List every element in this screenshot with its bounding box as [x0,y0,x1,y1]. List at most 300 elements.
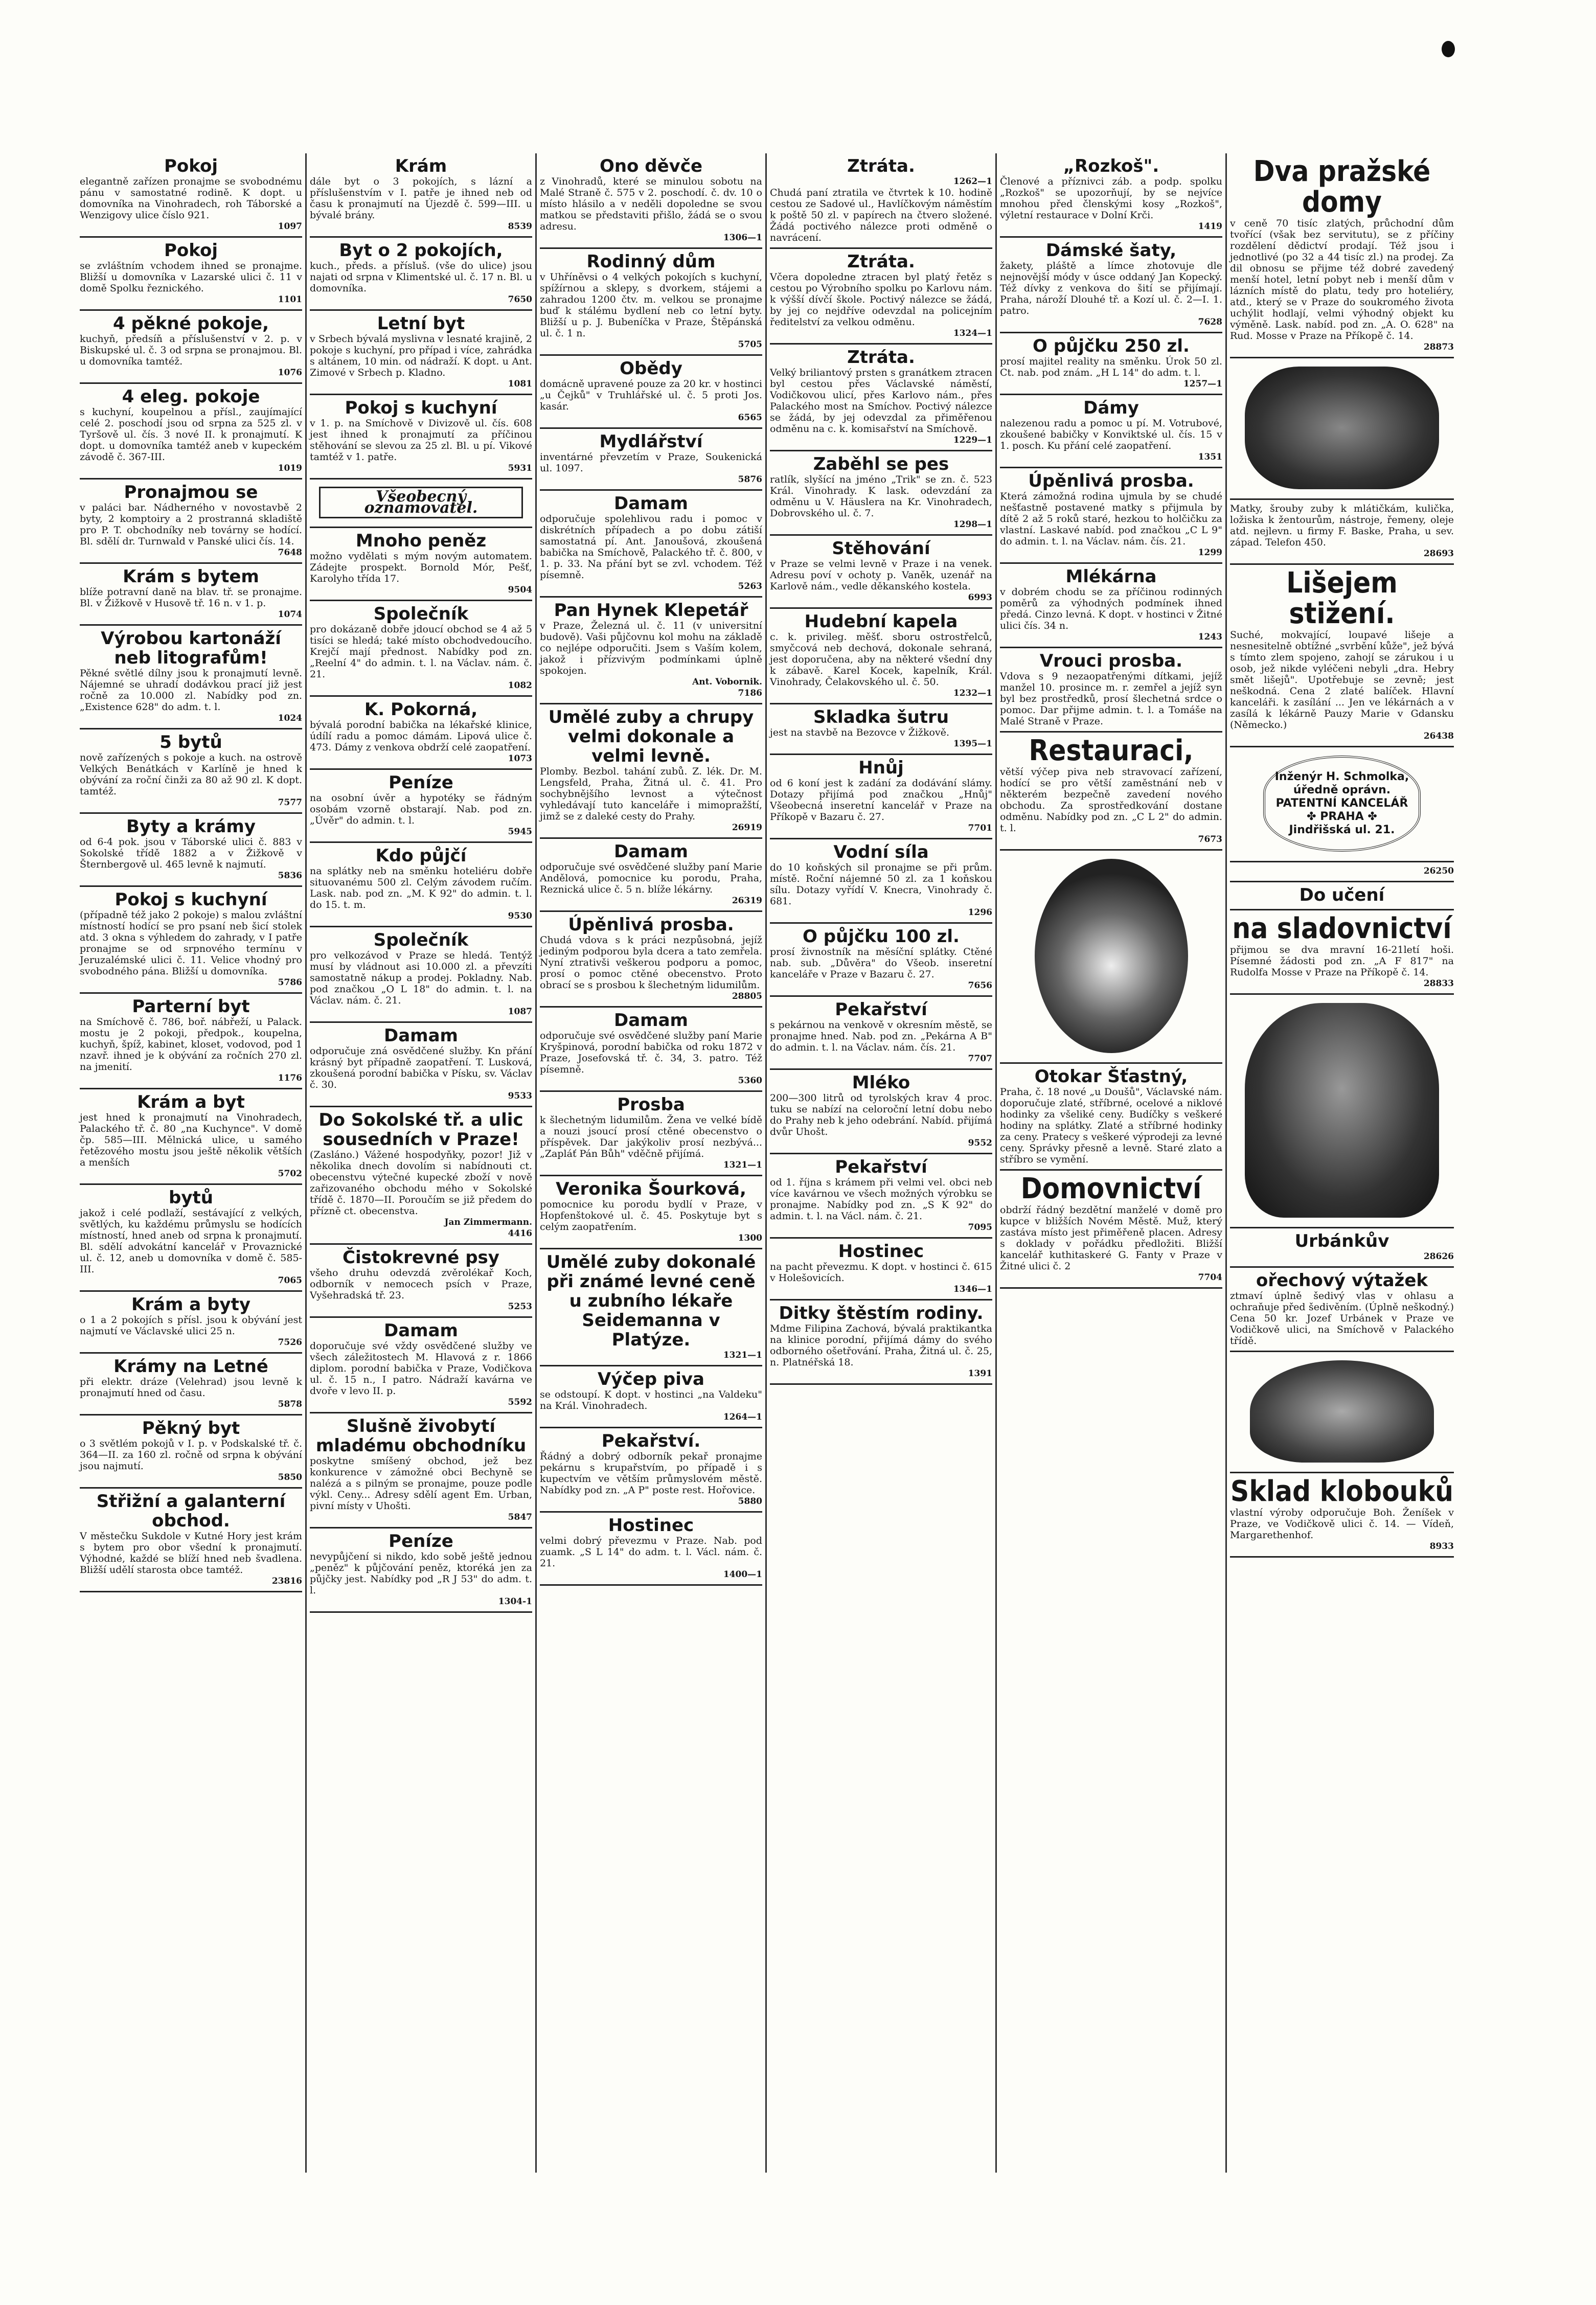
ad-text: nevypůjčení si nikdo, kdo sobě ještě jednou „peněz" k půjčování peněz, ktoréká jen za půjčky jest. Nabídky pod „R J 53" do adm. t. l. [310,1551,532,1596]
classified-ad [310,1107,532,1245]
classified-ad [540,1428,762,1513]
classified-ad [80,238,302,311]
classified-ad [1230,862,1454,882]
classified-ad [310,395,532,480]
ad-heading: Byt o 2 pokojích, [339,240,503,261]
ad-heading: Pronajmou se [124,482,258,503]
newspaper-page [77,153,1457,2173]
classified-ad [1000,733,1222,851]
ad-number: 5847 [508,1512,532,1522]
classified-ad [310,1023,532,1107]
ad-number: 9504 [508,585,532,595]
ad-heading: Vrouci prosba. [1039,651,1183,671]
ad-heading: Dámské šaty, [1045,240,1177,261]
ad-heading: Ztráta. [847,156,915,176]
ad-text: (Zasláno.) Vážené hospodyňky, pozor! Již v několika dnech dovolím si nabídnouti ct. obecenstvu výtečné kupecké zboží v nově zařizovaného obchodu mého v Sokolské třídě č. 1870—II. Poroučím se již předem do přízně ct. obecenstva. [310,1149,532,1217]
classified-ad [770,1070,992,1154]
ad-text: Řádný a dobrý odborník pekař pronajme pekárnu s krupařstvím, po případě i s kupectvím ve větším průmyslovém městě. Nabídky pod zn. „A P" poste rest. Hořovice. [540,1451,762,1496]
ad-text: o 3 světlém pokojů v I. p. v Podskalské tř. č. 364—II. za 160 zl. ročně od srpna k obývání jsou najmutí. [80,1438,302,1472]
classified-ad [1000,153,1222,238]
classified-ad [540,1249,762,1366]
ad-heading: K. Pokorná, [364,699,478,720]
ad-heading: Ditky štěstím rodiny. [779,1303,984,1323]
ad-heading: Výčep piva [598,1369,704,1389]
ad-heading: Do učení [1299,885,1385,905]
classified-ad [540,598,762,704]
ad-text: inventárné převzetím v Praze, Soukenická ul. 1097. [540,451,762,474]
stamp-line: Jindřišská ul. 21. [1289,824,1395,836]
ad-text: prosí majitel reality na směnku. Úrok 50 zl. Ct. nab. pod znám. „H L 14" do adm. t. l. [1000,356,1222,378]
ad-heading: Veronika Šourková, [556,1179,746,1199]
ad-text: Suché, mokvající, loupavé lišeje a nesnesitelně obtížné „svrbění kůže", jež bývá s tímto zlem spojeno, zahojí se zárukou i u osob, jež nikde vyléčeni nebyli „dra. Hebry smět lišejů". Upotřebuje se zevně; jest neškodná. Cena 2 zlaté balíček. Hlavní kanceláři. k zasílání ... Jen ve lékárnách a v zasílá k lékárně Pauzy Marie v Gdansku (Německo.) [1230,629,1454,731]
ad-text: s pekárnou na venkově v okresním městě, se pronajme hned. Nab. pod zn. „Pekárna A B" do admin. t. l. na Václav. nám. čís. 21. [770,1019,992,1053]
ad-text: 200—300 litrů od tyrolských krav 4 proc. tuku se nabízí na celoroční letní dobu nebo do Prahy neb k jeho odebrání. Nabíd. přijímá dvůr Uhošt. [770,1092,992,1137]
ad-number: 1097 [278,221,302,232]
ad-number: 6993 [968,592,992,603]
ad-text: jest hned k pronajmutí na Vinohradech, Palackého tř. č. 80 „na Kuchynce". V domě čp. 585—III. Mělnická ulice, u samého řetězového mostu jsou ještě několik větších a menších [80,1112,302,1168]
classified-ad [80,994,302,1089]
hex-nut-illustration [1245,367,1439,489]
ad-heading: Ztráta. [847,347,915,368]
classified-ad [80,887,302,994]
ad-heading: Krám a byt [137,1092,245,1112]
ad-text: dále byt o 3 pokojích, s lázní a příslušenstvím v I. patře je ihned neb od času k pronajmutí na Újezdě č. 599—III. u bývalé brány. [310,176,532,221]
ad-heading: Umělé zuby dokonalé při známé levné ceně u zubního lékaře Seidemanna v Platýze. [546,1252,756,1350]
ad-number: 28873 [1423,342,1454,352]
ad-heading: O půjčku 100 zl. [803,926,960,947]
ad-text: na osobní úvěr a hypotéky se řádným osobám vzorně obstarají. Nab. pod zn. „Úvěr" do admin. t. l. [310,792,532,826]
ad-heading: Mnoho peněz [355,531,487,551]
ad-heading: Letní byt [377,313,465,334]
classified-ad [770,249,992,345]
classified-ad [80,384,302,480]
ad-number: 9530 [508,911,532,921]
ad-heading: Krám a byty [131,1294,251,1315]
ad-heading: Dámy [1083,398,1139,418]
ad-number: 7704 [1198,1272,1222,1283]
ad-number: 26438 [1423,731,1454,741]
ad-text: od 1. října s krámem při velmi vel. obci neb více kavárnou ve všech možných výrobku se pronajme. Nabídky pod zn. „S K 92" do admin. t. l. na Václ. nám. č. 21. [770,1177,992,1222]
column-6 [1227,153,1457,2173]
classified-ad [80,480,302,564]
ad-number: 7577 [278,797,302,808]
ad-signature: Jan Zimmermann. [444,1217,532,1227]
ad-text: v paláci bar. Nádherného v novostavbě 2 byty, 2 komptoiry a 2 prostranná skladiště pro P. T. obchodníky neb továrny se hodící. Bl. sdělí dr. Turnwald v Panské ulici čís. 14. [80,502,302,547]
classified-ad [310,1318,532,1413]
ad-text: Vdova s 9 nezaopatřenými dítkami, jejíž manžel 10. prosince m. r. zemřel a jejíž syn byl bez prostředků, prosí šlechetná srdce o pomoc. Dar přijme admin. t. l. a Tomáše na Malé Straně v Praze. [1000,671,1222,727]
ad-heading: 4 pěkné pokoje, [113,313,269,334]
classified-ad [1230,565,1454,747]
ad-text: na splátky neb na směnku hoteliéru dobře situovanému 500 zl. Celým závodem ručím. Lask. nab. pod zn. „M. K 92" do admin. t. l. do 15. t. m. [310,865,532,910]
ad-heading: Prosba [617,1094,685,1115]
ad-text: Pěkné světlé dílny jsou k pronajmutí levně. Nájemné se uhradí dodávkou prací již jest ročně za 10.000 zl. Nabídky pod zn. „Existence 628" do adm. t. l. [80,668,302,713]
classified-ad [1230,153,1454,358]
ad-text: jest na stavbě na Bezovce v Žižkově. [770,727,950,738]
ad-number: 1243 [1198,632,1222,642]
ad-number: 5880 [738,1496,762,1507]
ad-number: 28805 [732,991,762,1001]
classified-ad [770,345,992,451]
ad-text: žakety, pláště a límce zhotovuje dle nejnovější módy v úsce oddaný Jan Kopecký. Též dívky z venkova do šití se přijímají. Praha, nároží Dlouhé tř. a Kozí ul. č. 2—I. 1. patro. [1000,260,1222,316]
stamp-line: úředně oprávn. [1293,784,1391,796]
ad-text: pomocnice ku porodu bydlí v Praze, v Hopfenštokové ul. č. 45. Poskytuje byt s celým zaopatřením. [540,1199,762,1233]
ad-number: 1324—1 [953,328,992,338]
ad-text: Praha, č. 18 nové „u Doušů", Václavské nám. doporučuje zlaté, stříbrné, ocelové a niklové hodinky za všeliké ceny. Budíčky s veškeré hodiny na splátky. Zlaté a stříbrné hodinky za ceny. Pratecy s veškeré výprodeji za levné ceny. Správky přesně a levně. Staré zlato a stříbro se vymění. [1000,1086,1222,1165]
stamp-line: Inženýr H. Schmolka, [1274,770,1409,783]
ad-text: Která zámožná rodina ujmula by se chudé nešťastně postavené matky s přijmula by dítě 2 až 5 roků staré, hezkou to holčičku za vlastní. Laskavé nabíd. pod značkou „C L 9" do admin. t. l. na Václav. nám. čís. 21. [1000,491,1222,547]
classified-ad [1000,395,1222,468]
ad-heading: Urbánkův [1294,1231,1389,1251]
ad-number: 1296 [968,907,992,918]
ad-number: 1419 [1198,221,1222,232]
ad-text: na Smíchově č. 786, boř. nábřeží, u Palack. mostu je 2 pokoji, předpok., koupelna, kuchyň, špíž, kabinet, kloset, vodovod, pod 1 nzavř. ihned je k obývání za ročních 270 zl. na jmenití. [80,1016,302,1072]
classified-ad [310,1528,532,1613]
ad-number: 5786 [278,977,302,988]
ad-number: 1351 [1198,452,1222,462]
ad-number: 1101 [278,294,302,305]
classified-ad [1230,358,1454,500]
classified-ad [1000,468,1222,564]
ad-heading: Pan Hynek Klepetář [554,600,748,621]
classified-ad [1230,910,1454,995]
ad-text: odporučuje spolehlivou radu i pomoc v diskrétních případech a po dobu zátiší samostatná pí. Ant. Janoušová, zkoušená babička na Smíchově, Palackého tř. č. 800, v 1. p. 33. Na přání byt se zvl. vchodem. Též písemně. [540,513,762,581]
ad-number: 1321—1 [723,1350,762,1360]
ad-heading: Hnůj [858,758,904,778]
ad-text: v Praze se velmi levně v Praze i na venek. Adresu poví v ochoty p. Vaněk, uzenář na Karlově nám., vedle děkanského kostela. [770,558,992,592]
classified-ad [80,311,302,384]
ad-heading: Peníze [389,772,453,793]
ad-heading: Výrobou kartonáží neb litografům! [101,628,281,668]
classified-ad [540,1366,762,1428]
ad-number: 5253 [508,1302,532,1312]
ad-text: v Praze, Železná ul. č. 11 (v universitní budově). Vaši půjčovnu kol mohu na základě co nejlépe odporučiti. Jsem s Vaším kolem, jakož i přízvivým podmínkami úplně spokojen. [540,620,762,676]
classified-ad [540,912,762,1008]
classified-ad [1230,747,1454,862]
ad-heading: Pokoj [164,156,218,176]
ad-heading: Mlékárna [1065,566,1157,587]
ad-number: 1299 [1198,547,1222,558]
ad-text: přijmou se dva mravní 16-21letí hoši. Písemné žádosti pod zn. „A F 817" na Rudolfa Mosse v Praze na Příkopě č. 14. [1230,944,1454,978]
ad-heading: Damam [614,841,688,862]
classified-ad [770,1154,992,1239]
classified-ad [310,311,532,395]
ad-heading: Lišejem stižení. [1286,566,1398,630]
classified-ad [310,927,532,1023]
ad-text: ztmaví úplně šedivý vlas v ohlasu a ochraňuje před šedivěním. (Úplně neškodný.) Cena 50 kr. Jozef Urbánek v Praze ve Vodičkově ulici, na Smíchově v Palackého třídě. [1230,1290,1454,1347]
ad-heading: Vodní síla [833,842,929,862]
ad-number: 1391 [968,1368,992,1379]
ad-text: do 10 koňských sil pronajme se při prům. místě. Roční nájemné 50 zl. za 1 koňskou sílu. Dotazy vyřídí V. Knecra, Vinohrady č. 681. [770,862,992,907]
ad-heading: Zaběhl se pes [813,454,949,474]
pocket-watch-illustration [1035,859,1188,1053]
classified-ad [310,843,532,927]
classified-ad [540,249,762,356]
classified-ad [1000,648,1222,733]
ad-number: 28833 [1423,978,1454,989]
classified-ad [540,153,762,249]
ad-heading: Dva pražské domy [1253,155,1431,219]
ad-heading: Společník [373,930,469,950]
classified-ad [1230,1473,1454,1558]
ad-text: Členové a příznivci záb. a podp. spolku „Rozkoš" se upozorňují, by se nejvíce mnohou před členskými kosy „Rozkoš", výletní restaurace v Dolní Krči. [1000,176,1222,221]
ad-text: domácně upravené pouze za 20 kr. v hostinci „u Čejků" v Truhlářské ul. č. 5 proti Jos. kasár. [540,378,762,412]
classified-ad [1230,995,1454,1228]
classified-ad [770,924,992,997]
classified-ad [1000,851,1222,1064]
ad-number: 7065 [278,1275,302,1286]
classified-ad [310,1413,532,1528]
ad-heading: O půjčku 250 zl. [1033,336,1190,356]
classified-ad [80,729,302,814]
ad-heading: Sklad klobouků [1230,1475,1453,1508]
column-2 [307,153,537,2173]
ad-number: 23816 [271,1576,302,1586]
ad-number: 5836 [278,871,302,881]
ad-number: 7186 [738,688,762,698]
classified-ad [540,356,762,429]
classified-ad [310,238,532,311]
classified-ad [80,626,302,729]
ad-number: 1073 [508,754,532,764]
ad-number: 28693 [1423,549,1454,559]
classified-ad [770,1239,992,1300]
ad-heading: Pokoj s kuchyní [115,889,267,910]
ad-heading: Hostinec [608,1515,694,1536]
ad-heading: Pekařství. [601,1431,701,1451]
ad-number: 8933 [1429,1541,1454,1551]
ad-text: Včera dopoledne ztracen byl platý řetěz s cestou po Výrobního spolku po Karlovu nám. k výšší dívčí škole. Poctivý nálezce se žádá, by jej co nejdříve odevzdal na policejním ředitelství za velkou odměnu. [770,271,992,328]
ad-signature: Ant. Vobornik. [692,677,762,687]
classified-ad [310,528,532,601]
ad-heading: 5 bytů [159,732,222,752]
ad-text: V městečku Sukdole v Kutné Hory jest krám s bytem pro obor všední k pronajmutí. Výhodné, každé se blíží hned neb švadlena. Bližší udělí starosta obce tamtéž. [80,1531,302,1576]
classified-ad [1000,238,1222,333]
ad-text: v ceně 70 tisíc zlatých, průchodní dům tvořící (však bez servitutu), se z příčiny rozdělení dědictví prodají. Též jsou i jednotlivé (po 32 a 44 tisíc zl.) na prodej. Za dil obnosu se přijme též dobré zavedený menší hotel, letní pobyt neb i menší dům v lázních místě do platu, tedy pro hoteliéry, atd., který se v Praze do soukromého života uchýlit hodlají, velmi výhodný objekt ku výměně. Lask. nabíd. pod zn. „A. O. 628" na Rud. Mosse v Praze na Příkopě č. 14. [1230,218,1454,341]
stamp-line: ✤ PRAHA ✤ [1307,810,1377,823]
ad-number: 7648 [278,547,302,558]
ad-heading: ořechový výtažek [1256,1270,1428,1291]
classified-ad [80,564,302,626]
ad-number: 26919 [732,823,762,833]
ad-text: možno vydělati s mým novým automatem. Zádejte prospekt. Bornold Mór, Pešť, Karolyho třída 17. [310,551,532,584]
column-3 [537,153,767,2173]
classified-ad [540,1176,762,1249]
ad-text: větší výčep piva neb stravovací zařízení, hodící se pro větší zaměstnání neb v některém bezpečně zavedení nového obchodu. Za sprostředkování dostane odměnu. Nabídky pod zn. „C L 2" do admin. t. l. [1000,766,1222,834]
ad-number: 7673 [1198,834,1222,845]
ad-number: 1229—1 [953,435,992,445]
classified-ad [1230,1268,1454,1352]
ad-number: 5850 [278,1472,302,1482]
ad-text: Chudá vdova s k práci nezpůsobná, jejíž jediným podporou byla dcera a tato zemřela. Nyní ztrativši veškerou podporu a pomoc, prosí o pomoc ctěné obecenstvo. Proto obrací se s prosbou k šlechetným lidumilům. [540,934,762,991]
classified-ad [770,451,992,536]
ad-number: 26250 [1423,866,1454,876]
ad-heading: Rodinný dům [586,252,716,272]
classified-ad [80,153,302,238]
classified-ad [80,1354,302,1416]
ad-number: 5876 [738,474,762,485]
classified-ad [770,536,992,609]
ad-text: na pacht převezmu. K dopt. v hostinci č. 615 v Holešovicích. [770,1261,992,1284]
ad-number: 1024 [278,713,302,723]
ad-number: 5592 [508,1397,532,1407]
ad-heading: Restauraci, [1029,734,1194,767]
ad-heading: na sladovnictví [1232,912,1452,945]
column-4 [767,153,997,2173]
ad-text: Matky, šrouby zuby k mlátičkám, kulička, ložiska k žentourům, nástroje, řemeny, oleje atd. nejlevn. u firmy F. Baske, Praha, u sev. západ. Telefon 450. [1230,503,1454,548]
ad-text: velmi dobrý převezmu v Praze. Nab. pod zuamk. „S L 14" do adm. t. l. Václ. nám. č. 21. [540,1535,762,1569]
ad-number: 5360 [738,1076,762,1086]
column-1 [77,153,307,2173]
ad-number: 1082 [508,680,532,691]
ad-heading: Damam [384,1320,458,1341]
ad-number: 1081 [508,379,532,389]
ad-text: jakož i celé podlaží, sestávající z velkých, světlých, ku každému průmyslu se hodících místností, hned aneb od srpna k pronajmutí. Bl. sdělí advokátní kancelář v Provaznické ul. č. 12, aneb u domovníka v domě č. 585-III. [80,1207,302,1275]
ad-heading: Čistokrevné psy [343,1247,499,1268]
ad-heading: Damam [384,1025,458,1046]
ad-text: ratlík, slyšící na jméno „Trik" se zn. č. 523 Král. Vinohrady. K lask. odevzdání za odměnu u V. Häuslera na Kr. Vinohradech, Dobrovského ul. č. 7. [770,474,992,519]
ad-heading: Úpěnlivá prosba. [568,915,734,935]
ad-text: při elektr. dráze (Velehrad) jsou levně k pronajmutí hned od času. [80,1376,302,1399]
classified-ad [80,814,302,887]
ad-text: pro velkozávod v Praze se hledá. Tentýž musí by vládnout asi 10.000 zl. a převzíti samostatně nákup a prodej. Pokladny. Nab. pod značkou „O L 18" do admin. t. l. na Václav. nám. č. 21. [310,950,532,1006]
ad-text: elegantně zařízen pronajme se svobodnému pánu v samostatné rodině. K dopt. u domovníka na Vinohradech, roh Táborské a Wenzigovy ulice číslo 921. [80,176,302,221]
ad-number: 26319 [732,896,762,906]
ad-number: 1300 [738,1233,762,1243]
ad-text: (případně též jako 2 pokoje) s malou zvláštní místností hodící se pro psaní neb šicí stolek atd. 3 okna s výhledem do zahrady, v I patře pronajme se od srpnového termínu v Jeruzalémské ulici č. 11. Velice vhodný pro svobodného pána. Bližší u domovníka. [80,909,302,977]
ad-heading: Krám s bytem [123,566,259,587]
ad-number: 5878 [278,1399,302,1409]
ad-text: bývalá porodní babička na lékařské klinice, údílí radu a pomoc dámám. Lipová ulice č. 473. Dámy z venkova obdrží celé zaopatření. [310,719,532,753]
ad-text: pro dokázaně dobře jdoucí obchod se 4 až 5 tisíci se hledá; také místo obchodvedoucího. Krejčí mají přednost. Nabídky pod zn. „Reelní 4" do admin. t. l. na Václav. nám. č. 21. [310,624,532,680]
ad-heading: Pokoj [164,240,218,261]
ad-heading: Mléko [852,1072,910,1093]
ad-text: kuch., předs. a přísluš. (vše do ulice) jsou najati od srpna v Klimentské ul. č. 17 n. Bl. u domovníka. [310,260,532,294]
ad-heading: Krámy na Letné [113,1356,268,1377]
ad-text: odporučuje své osvědčené služby paní Marie Kryšpinová, porodní babička od roku 1872 v Praze, Josefovská tř. č. 34, 3. patro. Též písemně. [540,1030,762,1075]
ad-number: 1346—1 [953,1284,992,1294]
ad-heading: Kdo půjčí [375,846,467,866]
classified-ad [310,601,532,697]
classified-ad [540,839,762,912]
ad-heading: Otokar Šťastný, [1034,1066,1188,1087]
ad-text: nalezenou radu a pomoc u pí. M. Votrubové, zkoušené babičky v Konviktské ul. čís. 15 v 1. posch. Ku přání celé zaopatření. [1000,418,1222,451]
ad-heading: Obědy [620,358,682,379]
ad-number: 1176 [278,1073,302,1083]
classified-ad [310,153,532,238]
ad-heading: Damam [614,493,688,514]
ad-number: 1074 [278,609,302,620]
classified-ad [310,1245,532,1318]
classified-ad [80,1185,302,1292]
ad-text: v 1. p. na Smíchově v Divizově ul. čís. 608 jest ihned k pronajmutí za příčinou stěhování se slevou za 25 zl. Bl. u pí. Vikové tamtéž v 1. patře. [310,418,532,463]
classified-ad [770,839,992,924]
ad-number: 1264—1 [723,1412,762,1422]
ad-number: 1262—1 [953,176,992,187]
ad-number: 5931 [508,463,532,473]
classified-ad [770,997,992,1070]
ad-heading: Skladka šutru [813,707,949,727]
ad-heading: Ono děvče [599,156,703,176]
classified-ad [540,1513,762,1586]
ad-text: Velký briliantový prsten s granátkem ztracen byl cestou přes Václavské náměstí, Vodičkovou ulicí, přes Karlovo nám., přes Palackého most na Smíchov. Poctivý nálezce se žádá, by jej odevzdal za přiměřenou odměnu na c. k. komisařství na Smíchově. [770,367,992,435]
ad-number: 5945 [508,827,532,837]
column-5 [997,153,1227,2173]
section-banner: Všeobecný oznamovatel. [319,487,523,518]
ad-text: z Vinohradů, které se minulou sobotu na Malé Straně č. 575 v 2. poschodí. č. dv. 10 o místo hlásilo a v neděli dopoledne se svou matkou se představiti přišlo, žádá se o svou adresu. [540,176,762,232]
classified-ad [80,1489,302,1592]
ad-number: 7628 [1198,317,1222,327]
ad-number: 1321—1 [723,1160,762,1170]
portrait-illustration [1245,1003,1439,1218]
ad-text: v Uhříněvsi o 4 velkých pokojích s kuchyní, spížírnou a sklepy, s dvorkem, stájemi a zahradou 1200 čtv. m. velkou se pronajme buď k stálému bydlení neb co letní byty. Bližší u p. J. Bubeníčka v Praze, Štěpánská ul. č. 1 n. [540,271,762,339]
ad-number: 1304-1 [498,1596,532,1607]
ad-text: blíže potravní daně na blav. tř. se pronajme. Bl. v Žižkově v Husově tř. 16 n. v 1. p. [80,586,302,609]
classified-ad [80,1292,302,1354]
ad-number: 7650 [508,294,532,305]
ad-text: k šlechetným lidumilům. Žena ve velké bídě a nouzi jsoucí prosí ctěné obecenstvo o příspěvek. Dar jakýkoliv prosí nezbývá... „Zapláť Pán Bůh" vděčně přijímá. [540,1114,762,1159]
ad-number: 5705 [738,339,762,350]
ad-heading: Krám [395,156,447,176]
classified-ad [1000,1171,1222,1289]
classified-ad [310,697,532,770]
ad-number: 7707 [968,1054,992,1064]
ad-number: 1298—1 [953,519,992,530]
ad-number: 8539 [508,221,532,232]
ad-text: s kuchyní, koupelnou a přísl., zaujímající celé 2. poschodí jsou od srpna za 525 zl. v Tyršově ul. čís. 3 nové II. k pronajmutí. K dopt. u domovníka tamtéž aneb v kupeckém závodě č. 367-III. [80,406,302,463]
ad-heading: „Rozkoš". [1063,156,1159,176]
classified-ad [540,1008,762,1092]
classified-ad [1230,882,1454,910]
ad-heading: Pěkný byt [142,1418,240,1439]
ad-heading: Parterní byt [132,996,250,1017]
classified-ad [80,1416,302,1489]
ad-heading: Stěhování [832,538,930,559]
ad-heading: 4 eleg. pokoje [122,386,260,407]
ad-heading: Umělé zuby a chrupy velmi dokonale a velmi levně. [548,707,754,766]
ad-text: c. k. privileg. měšť. sboru ostrostřelců, smyčcová neb dechová, dokonale sehraná, jest doporučena, aby na některé všední dny k zábavě. Karel Kocek, kapelník, Král. Vinohrady, Čelakovského ul. č. 50. [770,631,992,688]
ad-heading: Pekařství [835,1157,927,1177]
ad-number: 1257—1 [1183,379,1222,389]
classified-ad [540,491,762,598]
ad-number: 1076 [278,368,302,378]
ad-number: 9533 [508,1091,532,1101]
ad-text: Mdme Filipina Zachová, bývalá praktikantka na klinice porodní, přijímá dámy do svého odborného ošetřování. Praha, Žitná ul. č. 25, n. Platnéřská 18. [770,1323,992,1368]
ad-number: 5263 [738,581,762,591]
ad-number: 7095 [968,1222,992,1233]
ad-heading: Do Sokolské tř. a ulic sousedních v Praze! [318,1110,523,1150]
ad-heading: Hudební kapela [804,611,958,632]
ad-text: se zvláštním vchodem ihned se pronajme. Bližší u domovníka v Lazarské ulici č. 11 v domě Spolku řeznického. [80,260,302,294]
ad-heading: Úpěnlivá prosba. [1028,471,1194,491]
ad-text: se odstoupí. K dopt. v hostinci „na Valdeku" na Král. Vinohradech. [540,1389,762,1411]
ad-heading: Damam [614,1010,688,1031]
ad-heading: Domovnictví [1020,1172,1202,1205]
classified-ad [310,480,532,528]
classified-ad [1230,1228,1454,1268]
ad-heading: bytů [169,1188,213,1208]
ad-number: 1087 [508,1007,532,1017]
ad-number: 1232—1 [953,688,992,698]
classified-ad [1230,500,1454,565]
classified-ad [770,153,992,249]
ad-text: v dobrém chodu se za příčinou rodinných poměrů za výhodných podmínek ihned předá. Cinzo levná. K dopt. v hostinci v Žitné ulici čís. 34 n. [1000,586,1222,631]
ad-text: poskytne smíšený obchod, jež bez konkurence v zámožné obci Bechyně se nalézá a s pilným se pronajme, pouze podle výkl. Ceny... Adresy sdělí agent Em. Urban, pivní místy v Uhošti. [310,1455,532,1512]
ad-text: Plomby. Bezbol. tahání zubů. Z. lék. Dr. M. Lengsfeld, Praha, Žitná ul. č. 41. Pro sochybnějšího levnost a výtečnost vyhledávají tuto kanceláře i mimopražští, jimž se z daleké cesty do Prahy. [540,766,762,822]
ad-heading: Pokoj s kuchyní [345,398,497,418]
ad-number: 7701 [968,823,992,833]
ad-text: nově zařízených s pokoje a kuch. na ostrově Velkých Benátkách v Karlíně je hned k obývání za roční činži za 80 až 90 zl. K dopt. tamtéž. [80,752,302,797]
ad-text: obdrží řádný bezdětní manželé v domě pro kupce v bližších Novém Městě. Muž, který zastáva místo jest přiměřeně placen. Adresy s doklady v pořádku předložiti. Bližší kancelář kuthitaskeré G. Fanty v Praze v Žitné ulici č. 2 [1000,1204,1222,1272]
